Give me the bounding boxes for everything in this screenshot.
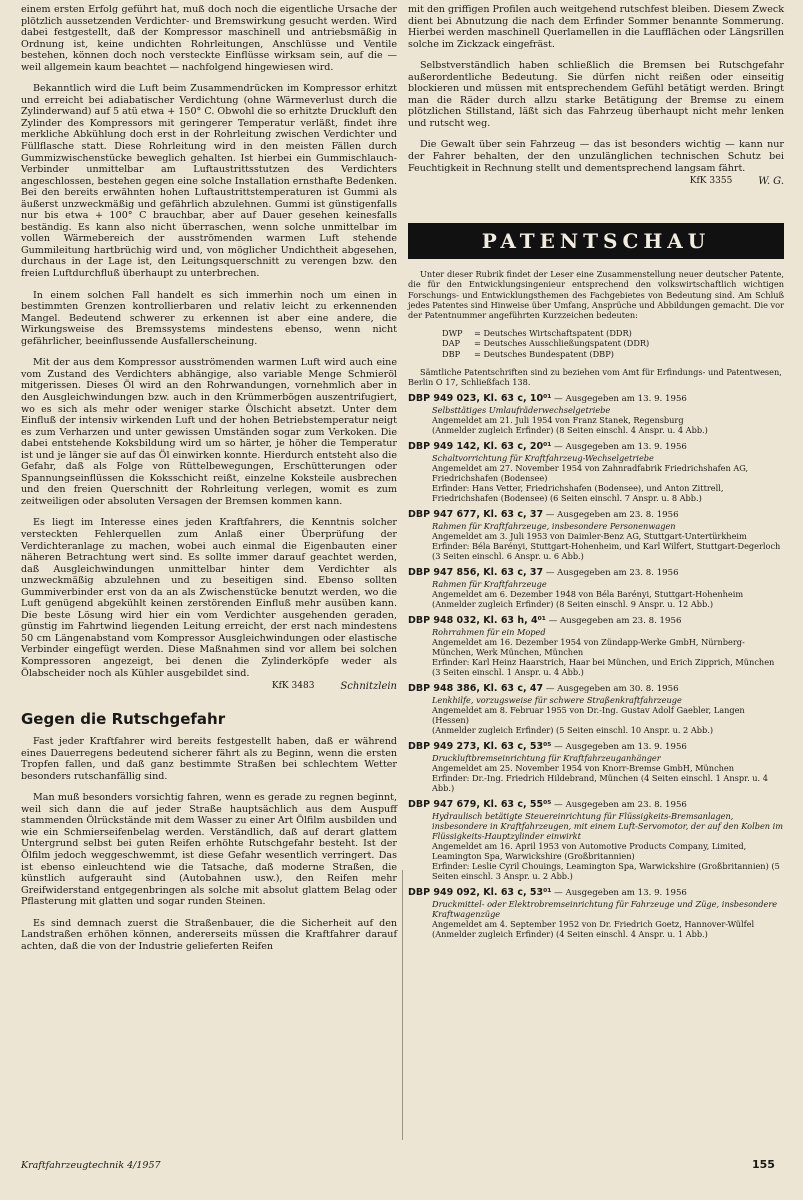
patent-number: DBP 947 856, Kl. 63 c, 37 xyxy=(408,567,544,579)
patent-number: DBP 949 273, Kl. 63 c, 53⁰⁵ xyxy=(408,741,552,753)
right-column xyxy=(408,4,784,945)
paragraph: Die Gewalt über sein Fahrzeug — das ist besonders wichtig — kann nur der Fahrer behalten, der den unzulänglichen technischen Schutz bei Feuchtigkeit in Rechnung stellt und dementsprechend langsam fährt. xyxy=(408,139,784,174)
patent-title: Druckmittel- oder Elektrobremseinrichtung für Fahrzeuge und Züge, insbesondere Kraftwagenzüge xyxy=(432,899,778,920)
patent-issue-date: — Ausgegeben am 13. 9. 1956 xyxy=(551,742,687,753)
patent-entry xyxy=(408,441,784,503)
patent-entry-head xyxy=(408,441,784,453)
patent-issue-date: — Ausgegeben am 23. 8. 1956 xyxy=(543,510,679,521)
patent-number: DBP 947 679, Kl. 63 c, 55⁰⁵ xyxy=(408,799,552,811)
patent-entry-head xyxy=(408,741,784,753)
paragraph: Fast jeder Kraftfahrer wird bereits festgestellt haben, daß er während eines Dauerregens bedeutend sicherer fährt als zu Beginn, wenn die ersten Tropfen fallen, und daß ganz bestimmte Straßen bei schlechtem Wetter besonders rutschanfällig sind. xyxy=(21,736,397,782)
article-heading: Gegen die Rutschgefahr xyxy=(21,710,226,729)
patent-entry-head xyxy=(408,567,784,579)
patent-detail: (Anmelder zugleich Erfinder) (8 Seiten einschl. 4 Anspr. u. 4 Abb.) xyxy=(432,425,708,436)
patent-number: DBP 949 142, Kl. 63 c, 20⁰¹ xyxy=(408,441,552,453)
paragraph: Selbstverständlich haben schließlich die Bremsen bei Rutschgefahr außerordentliche Bedeutung. Sie dürfen nicht reißen oder einseitig blockieren und müssen mit entsprechendem Gefühl betätigt werden. Bringt man die Räder durch allzu starke Betätigung der Bremse zu einem plötzlichen Stillstand, läßt sich das Fahrzeug überhaupt nicht mehr lenken und rutscht weg. xyxy=(408,60,784,129)
patent-title: Rohrrahmen für ein Moped xyxy=(432,627,546,638)
patent-detail: Erfinder: Hans Vetter, Friedrichshafen (Bodensee), und Anton Zittrell, Friedrichshafen (Bodensee) (6 Seiten einschl. 7 Anspr. u. 8 Abb.) xyxy=(432,483,724,504)
patent-entry xyxy=(408,683,784,735)
paragraph: Bekanntlich wird die Luft beim Zusammendrücken im Kompressor erhitzt und erreicht bei adiabatischer Verdichtung (ohne Wärmeverlust durch die Zylinderwand) auf 5 atü etwa + 150° C. Obwohl die so erhitzte Druckluft den Zylinder des Kompressors mit geringerer Temperatur verläßt, findet ihre merkliche Abkühlung doch erst in der Rohrleitung zwischen Verdichter und Füllflasche statt. Diese Rohrleitung wird in den meisten Fällen durch Gummizwischenstücke beweglich gehalten. Ist hierbei ein Gummischlauch-Verbinder unmittelbar am Luftaustrittsstutzen des Verdichters angeschlossen, bestehen gegen eine solche Installation ernsthafte Bedenken. Bei den bereits erwähnten hohen Luftaustrittstemperaturen ist Gummi als äußerst unzweckmäßig und gefährlich abzulehnen. Gummi ist günstigenfalls nur bis etwa + 100° C brauchbar, aber auf Dauer gesehen keinesfalls beständig. Es kann also nicht überraschen, wenn solche unmittelbar im vollen Wärmebereich der ausströmenden warmen Luft stehende Gummileitung hartbrüchig wird und, von möglicher Undichtheit abgesehen, durchaus in der Lage ist, den Leitungsquerschnitt zu verengen bzw. den freien Luftdurchfluß überhaupt zu unterbrechen. xyxy=(21,83,397,280)
paragraph: Es sind demnach zuerst die Straßenbauer, die die Sicherheit auf den Landstraßen erhöhen können, andererseits müssen die Kraftfahrer darauf achten, daß die von der Industrie gelieferten Reifen xyxy=(21,917,397,952)
abbreviation-row: DBP = Deutsches Bundespatent (DBP) xyxy=(442,348,614,359)
abbreviation-list xyxy=(442,328,784,359)
patent-entry-head xyxy=(408,615,784,627)
patent-issue-date: — Ausgegeben am 23. 8. 1956 xyxy=(543,568,679,579)
patent-entry xyxy=(408,615,784,677)
patent-detail: Angemeldet am 27. November 1954 von Zahnradfabrik Friedrichshafen AG, Friedrichshafen (Bodensee) xyxy=(432,463,749,484)
article-signature xyxy=(408,176,784,187)
patent-number: DBP 949 092, Kl. 63 c, 53⁰¹ xyxy=(408,887,552,899)
patent-number: DBP 949 023, Kl. 63 c, 10⁰¹ xyxy=(408,393,552,405)
patent-title: Druckluftbremseinrichtung für Kraftfahrzeuganhänger xyxy=(432,753,661,764)
patent-detail: Erfinder: Karl Heinz Haarstrich, Haar bei München, und Erich Zipprich, München (3 Seiten einschl. 1 Anspr. u. 4 Abb.) xyxy=(432,657,775,678)
paragraph: einem ersten Erfolg geführt hat, muß doch noch die eigentliche Ursache der plötzlich aussetzenden Verdichter- und Bremswirkung gesucht werden. Wird dabei festgestellt, daß der Kompressor maschinell und antriebsmäßig in Ordnung ist, keine undichten Rohrleitungen, Anschlüsse und Ventile bestehen, können doch noch versteckte Einflüsse wirksam sein, auf die — weil allgemein kaum beachtet — nachfolgend hingewiesen wird. xyxy=(21,4,397,73)
patent-detail: (Anmelder zugleich Erfinder) (8 Seiten einschl. 9 Anspr. u. 12 Abb.) xyxy=(432,599,714,610)
patent-title: Selbsttätiges Umlaufräderwechselgetriebe xyxy=(432,405,611,416)
patent-entry-head xyxy=(408,683,784,695)
patent-title: Rahmen für Kraftfahrzeuge xyxy=(432,579,547,590)
patent-issue-date: — Ausgegeben am 23. 8. 1956 xyxy=(545,616,682,627)
patent-detail: Angemeldet am 8. Februar 1955 von Dr.-Ing. Gustav Adolf Gaebler, Langen (Hessen) xyxy=(432,705,745,726)
patent-entry-head xyxy=(408,393,784,405)
abbreviation-row: DAP = Deutsches Ausschließungspatent (DDR) xyxy=(442,338,650,349)
column-divider xyxy=(402,870,403,1140)
paragraph: Man muß besonders vorsichtig fahren, wenn es gerade zu regnen beginnt, weil sich dann die auf jeder Straße hauptsächlich aus dem Auspuff stammenden Ölrückstände mit dem Wasser zu einer Art Ölfilm ausbilden und wie ein Schmierseifenbelag werden. Verständlich, daß auf derart glattem Untergrund selbst bei guten Reifen erhöhte Rutschgefahr besteht. Ist der Ölfilm jedoch weggeschwemmt, ist diese Gefahr wesentlich verringert. Das ist ebenso einleuchtend wie die Tatsache, daß moderne Straßen, die künstlich aufgerauht sind (Autobahnen usw.), den Reifen mehr Greifwiderstand entgegenbringen als solche mit absolut glattem Belag oder Pflasterung mit glatten und sogar runden Steinen. xyxy=(21,792,397,908)
patentschau-header: PATENTSCHAU xyxy=(408,223,784,259)
patent-entry-head xyxy=(408,887,784,899)
patent-detail: Erfinder: Leslie Cyril Chouings, Leamington Spa, Warwickshire (Großbritannien) (5 Seiten einschl. 3 Anspr. u. 2 Abb.) xyxy=(432,861,780,882)
patent-entry xyxy=(408,741,784,793)
patent-title: Rahmen für Kraftfahrzeuge, insbesondere Personenwagen xyxy=(432,521,676,532)
patent-issue-date: — Ausgegeben am 13. 9. 1956 xyxy=(551,394,687,405)
patent-detail: Angemeldet am 25. November 1954 von Knorr-Bremse GmbH, München xyxy=(432,763,735,774)
patent-detail: Angemeldet am 6. Dezember 1948 von Béla Barényi, Stuttgart-Hohenheim xyxy=(432,589,744,600)
paragraph: In einem solchen Fall handelt es sich immerhin noch um einen in bestimmten Grenzen kontrollierbaren und relativ leicht zu erkennenden Mangel. Bedeutend schwerer zu erkennen ist aber eine andere, die Wirkungsweise des Bremssystems mindestens ebenso, wenn nicht gefährlicher, beeinflussende Ausfallerscheinung. xyxy=(21,289,397,347)
patent-detail: Angemeldet am 16. April 1953 von Automotive Products Company, Limited, Leamington Spa, Warwickshire (Großbritannien) xyxy=(432,841,747,862)
patent-detail: Angemeldet am 16. Dezember 1954 von Zündapp-Werke GmbH, Nürnberg-München, Werk München, München xyxy=(432,637,745,658)
article-signature xyxy=(21,681,397,692)
signature-author: Schnitzlein xyxy=(340,681,397,693)
patent-entry xyxy=(408,567,784,609)
patent-number: DBP 947 677, Kl. 63 c, 37 xyxy=(408,509,544,521)
patent-entry xyxy=(408,887,784,939)
patent-intro: Unter dieser Rubrik findet der Leser eine Zusammenstellung neuer deutscher Patente, die für den Entwicklungsingenieur entsprechend den volkswirtschaftlich wichtigen Forschungs- und Entwicklungsthemen des Fachgebietes von Bedeutung sind. Am Schluß jedes Patentes sind Hinweise über Umfang, Ansprüche und Abbildungen gemacht. Die vor der Patentnummer angeführten Kurzzeichen bedeuten: xyxy=(408,269,784,320)
patent-issue-date: — Ausgegeben am 23. 8. 1956 xyxy=(551,800,687,811)
patent-issue-date: — Ausgegeben am 13. 9. 1956 xyxy=(551,888,687,899)
page-number: 155 xyxy=(752,1158,775,1171)
left-column xyxy=(21,4,397,962)
abbreviation-row: DWP = Deutsches Wirtschaftspatent (DDR) xyxy=(442,328,632,339)
paragraph: Mit der aus dem Kompressor ausströmenden warmen Luft wird auch eine vom Zustand des Verdichters abhängige, also variable Menge Schmieröl mitgerissen. Dieses Öl wird an den Rohrwandungen, vornehmlich aber in den Ausgleichwindungen bzw. auch in den Krümmerbögen auszentrifugiert, wo es sich als mehr oder weniger starke Ölschicht absetzt. Unter dem Einfluß der intensiv wirkenden Luft und der hohen Betriebstemperatur neigt es zum Verharzen und unter gewissen Umständen sogar zum Verkoken. Die dabei entstehende Koksbildung wird um so härter, je höher die Temperatur ist und je länger sie auf das Öl einwirken konnte. Hierdurch entsteht also die Gefahr, daß als Folge von Rüttelbewegungen, Erschütterungen oder Spannungseinflüssen die Koksschicht reißt, einzelne Koksteile ausbrechen und den freien Querschnitt der Rohrleitung verlegen, womit es zum zeitweiligen oder absoluten Versagen der Bremsen kommen kann. xyxy=(21,357,397,507)
paragraph: mit den griffigen Profilen auch weitgehend rutschfest bleiben. Diesem Zweck dient bei Abnutzung die nach dem Erfinder Sommer benannte Sommerung. Hierbei werden maschinell Querlamellen in die Laufflächen oder Längsrillen solche im Zickzack eingefräst. xyxy=(408,4,784,50)
patent-detail: Erfinder: Dr.-Ing. Friedrich Hildebrand, München (4 Seiten einschl. 1 Anspr. u. 4 Abb.) xyxy=(432,773,768,794)
patent-number: DBP 948 386, Kl. 63 c, 47 xyxy=(408,683,544,695)
patent-list xyxy=(408,393,784,939)
signature-code: KfK 3483 xyxy=(271,681,315,692)
patent-entry-head xyxy=(408,799,784,811)
patent-detail: Angemeldet am 4. September 1952 von Dr. Friedrich Goetz, Hannover-Wülfel xyxy=(432,919,755,930)
patent-detail: (Anmelder zugleich Erfinder) (5 Seiten einschl. 10 Anspr. u. 2 Abb.) xyxy=(432,725,714,736)
patent-entry xyxy=(408,799,784,881)
patent-title: Schaltvorrichtung für Kraftfahrzeug-Wechselgetriebe xyxy=(432,453,654,464)
patent-entry-head xyxy=(408,509,784,521)
signature-author: W. G. xyxy=(758,176,784,188)
patent-number: DBP 948 032, Kl. 63 h, 4⁰¹ xyxy=(408,615,546,627)
paragraph: Es liegt im Interesse eines jeden Kraftfahrers, die Kenntnis solcher versteckten Fehlerquellen zum Anlaß einer Überprüfung der Verdichteranlage zu machen, wobei auch einmal die Eigenbauten einer näheren Betrachtung wert sind. Es sollte immer darauf geachtet werden, daß Ausgleichwindungen unmittelbar hinter dem Verdichter als unzweckmäßig abzulehnen und zu beseitigen sind. Ebenso sollten Gummiverbinder erst von da an als Zwischenstücke benutzt werden, wo die Luft genügend abgekühlt keinen zerstörenden Einfluß mehr ausüben kann. Die beste Lösung wird hier ein vom Verdichter ausgehenden geraden, günstig im Fahrtwind liegenden Leitung erreicht, der erst nach mindestens 50 cm Längenabstand vom Kompressor Ausgleichwindungen oder elastische Verbinder eingefügt werden. Diese Maßnahmen sind vor allem bei solchen Kompressoren angezeigt, bei denen die Zylinderköpfe weder als Ölabscheider noch als Kühler ausgebildet sind. xyxy=(21,517,397,679)
patent-detail: Angemeldet am 3. Juli 1953 von Daimler-Benz AG, Stuttgart-Untertürkheim xyxy=(432,531,747,542)
patent-entry xyxy=(408,393,784,435)
patent-entry xyxy=(408,509,784,561)
patent-title: Lenkhilfe, vorzugsweise für schwere Straßenkraftfahrzeuge xyxy=(432,695,682,706)
patent-detail: Angemeldet am 21. Juli 1954 von Franz Stanek, Regensburg xyxy=(432,415,684,426)
signature-code: KfK 3355 xyxy=(689,176,733,187)
patent-detail: Erfinder: Béla Barényi, Stuttgart-Hohenheim, und Karl Wilfert, Stuttgart-Degerloch (3 Seiten einschl. 6 Anspr. u. 6 Abb.) xyxy=(432,541,781,562)
patent-issue-date: — Ausgegeben am 30. 8. 1956 xyxy=(543,684,679,695)
patent-detail: (Anmelder zugleich Erfinder) (4 Seiten einschl. 4 Anspr. u. 1 Abb.) xyxy=(432,929,708,940)
patent-source-note: Sämtliche Patentschriften sind zu beziehen vom Amt für Erfindungs- und Patentwesen, Berlin O 17, Schließfach 138. xyxy=(408,366,782,387)
journal-footer: Kraftfahrzeugtechnik 4/1957 xyxy=(21,1160,161,1171)
patent-title: Hydraulisch betätigte Steuereinrichtung für Flüssigkeits-Bremsanlagen, insbesondere in Kraftfahrzeugen, mit einem Luft-Servomotor, der auf den Kolben im Flüssigkeits-Hauptzylinder einwirkt xyxy=(432,811,784,842)
patent-issue-date: — Ausgegeben am 13. 9. 1956 xyxy=(551,442,687,453)
